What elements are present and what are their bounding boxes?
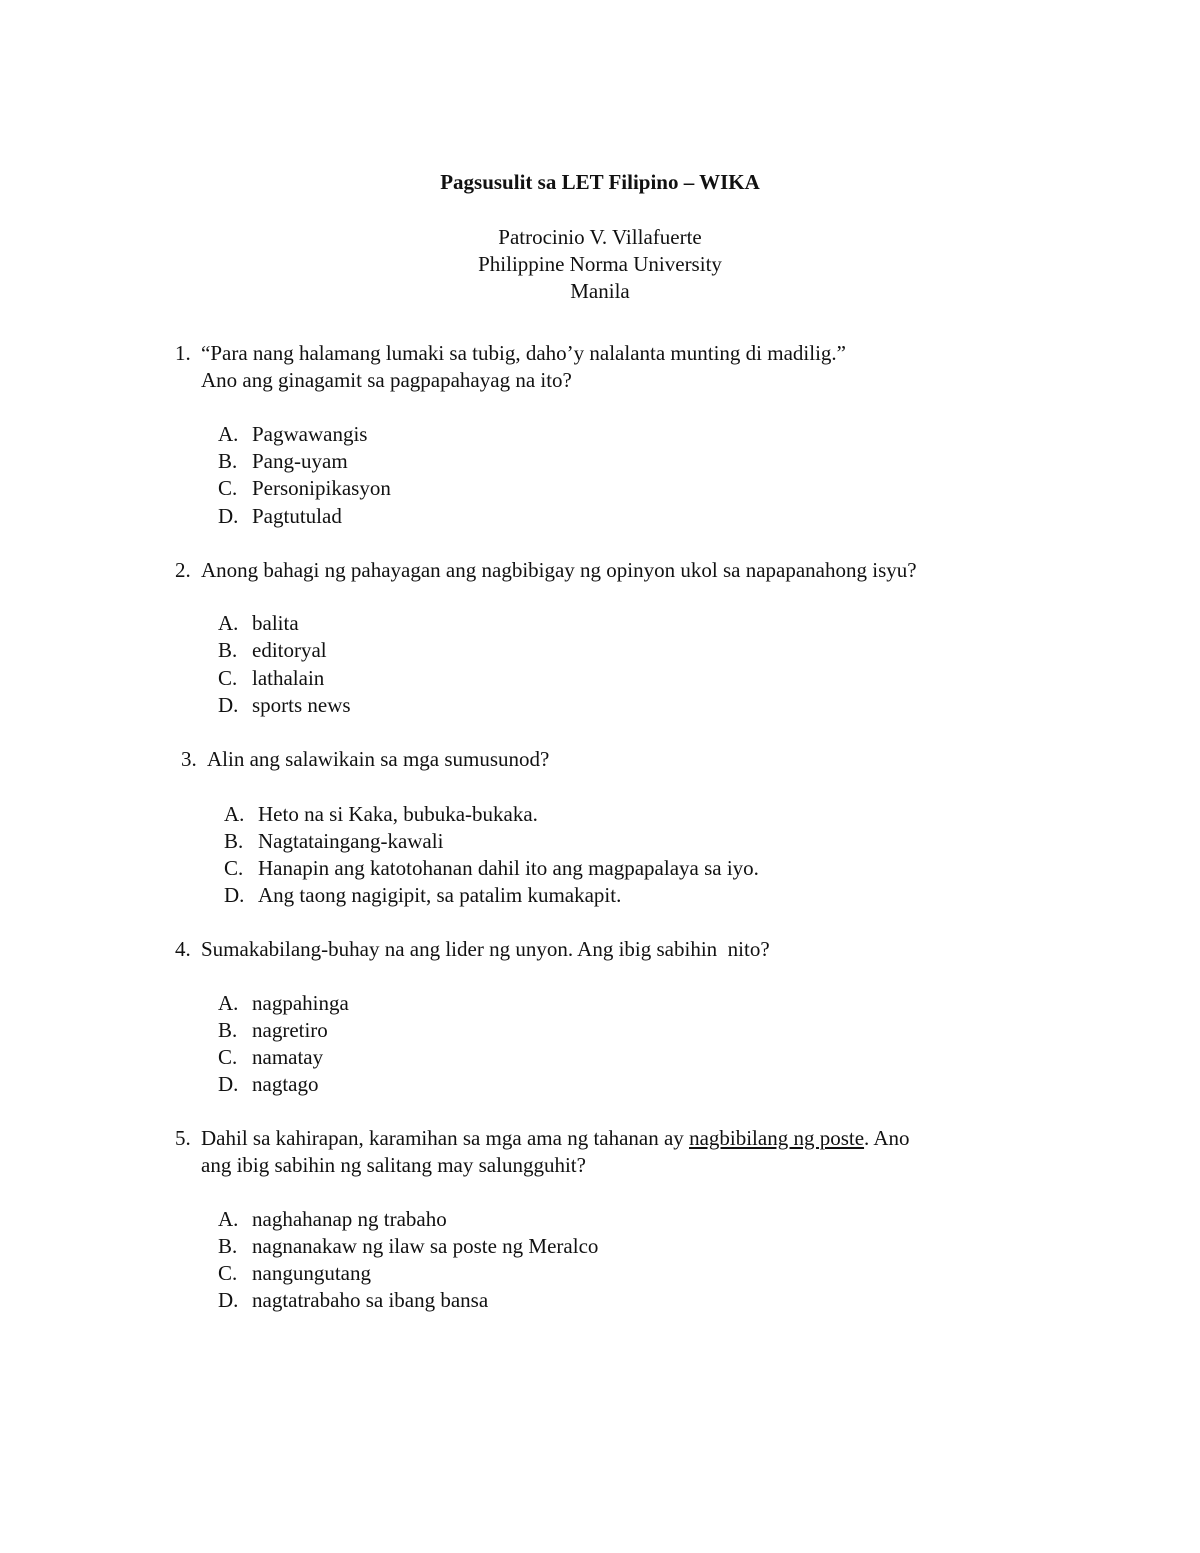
question-text: Dahil sa kahirapan, karamihan sa mga ama ng tahanan ay (201, 1126, 690, 1150)
question-text: Alin ang salawikain sa mga sumusunod? (207, 747, 550, 771)
option-5c: C. nangungutang (218, 1261, 371, 1285)
option-2d: D. sports news (218, 693, 351, 717)
underlined-phrase: nagbibilang ng poste (689, 1126, 865, 1150)
option-4b: B. nagretiro (218, 1018, 328, 1042)
option-2b: B. editoryal (218, 638, 327, 662)
question-text-end: . Ano (864, 1126, 910, 1150)
question-3 (181, 747, 549, 772)
option-4a: A. nagpahinga (218, 991, 349, 1015)
option-1d: D. Pagtutulad (218, 504, 342, 528)
question-number: 5. (175, 1126, 191, 1150)
option-3d: D. Ang taong nagigipit, sa patalim kumakapit. (224, 883, 622, 907)
option-3c: C. Hanapin ang katotohanan dahil ito ang magpapalaya sa iyo. (224, 856, 759, 880)
option-3b: B. Nagtataingang-kawali (224, 829, 444, 853)
question-1 (175, 341, 846, 366)
option-4d: D. nagtago (218, 1072, 319, 1096)
question-text: Anong bahagi ng pahayagan ang nagbibigay ng opinyon ukol sa napapanahong isyu? (201, 558, 917, 582)
institution-name: Philippine Norma University (478, 252, 722, 276)
question-number: 4. (175, 937, 191, 961)
option-3a: A. Heto na si Kaka, bubuka-bukaka. (224, 802, 538, 826)
question-5 (175, 1126, 910, 1151)
city-name: Manila (570, 279, 630, 303)
question-number: 1. (175, 341, 191, 365)
document-title: Pagsusulit sa LET Filipino – WIKA (440, 170, 760, 194)
question-2 (175, 558, 917, 583)
option-1b: B. Pang-uyam (218, 449, 348, 473)
option-1c: C. Personipikasyon (218, 476, 391, 500)
option-2c: C. lathalain (218, 666, 325, 690)
question-5-line-2: ang ibig sabihin ng salitang may salungguhit? (201, 1153, 586, 1177)
question-1-line-2: Ano ang ginagamit sa pagpapahayag na ito? (201, 368, 572, 392)
option-1a: A. Pagwawangis (218, 422, 368, 446)
option-5b: B. nagnanakaw ng ilaw sa poste ng Meralco (218, 1234, 599, 1258)
option-5a: A. naghahanap ng trabaho (218, 1207, 447, 1231)
option-5d: D. nagtatrabaho sa ibang bansa (218, 1288, 489, 1312)
question-text: “Para nang halamang lumaki sa tubig, daho’y nalalanta munting di madilig.” (201, 341, 846, 365)
question-number: 2. (175, 558, 191, 582)
question-text: Sumakabilang-buhay na ang lider ng unyon. Ang ibig sabihin nito? (201, 937, 770, 961)
author-name: Patrocinio V. Villafuerte (498, 225, 702, 249)
option-4c: C. namatay (218, 1045, 324, 1069)
question-number: 3. (181, 747, 197, 771)
option-2a: A. balita (218, 611, 299, 635)
question-4 (175, 937, 770, 962)
